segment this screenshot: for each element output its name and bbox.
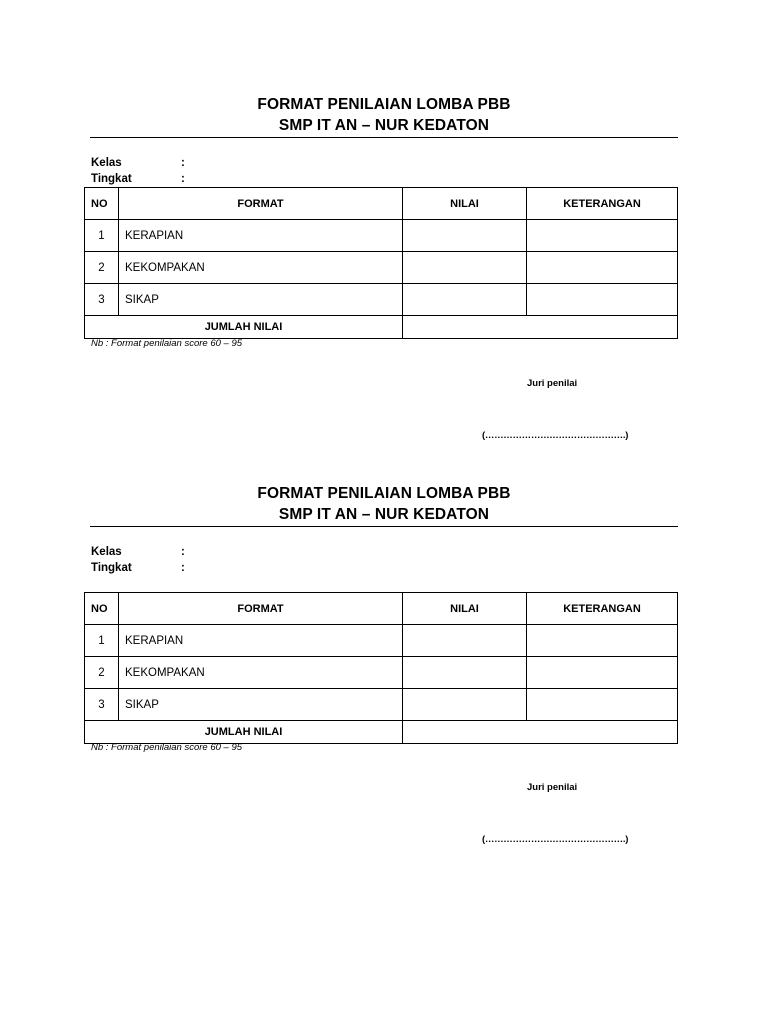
row-keterangan-cell[interactable] bbox=[527, 252, 678, 284]
table-row bbox=[85, 657, 678, 689]
score-table bbox=[84, 592, 678, 744]
form-title-line1: FORMAT PENILAIAN LOMBA PBB bbox=[257, 485, 511, 502]
row-keterangan-cell[interactable] bbox=[527, 657, 678, 689]
row-keterangan-cell[interactable] bbox=[527, 625, 678, 657]
total-value-cell[interactable] bbox=[403, 316, 678, 339]
row-number: 3 bbox=[85, 284, 119, 316]
tingkat-label: Tingkat bbox=[91, 173, 132, 185]
row-format: KEKOMPAKAN bbox=[119, 252, 403, 284]
total-label: JUMLAH NILAI bbox=[85, 721, 403, 744]
kelas-label: Kelas bbox=[91, 546, 122, 558]
table-row bbox=[85, 625, 678, 657]
header-nilai: NILAI bbox=[403, 188, 527, 220]
row-number: 3 bbox=[85, 689, 119, 721]
row-keterangan-cell[interactable] bbox=[527, 689, 678, 721]
assessment-form-2 bbox=[0, 483, 768, 845]
row-format: SIKAP bbox=[119, 284, 403, 316]
row-number: 2 bbox=[85, 657, 119, 689]
table-header-row bbox=[85, 593, 678, 625]
signature-line: (……………………………………….) bbox=[482, 834, 629, 845]
score-table bbox=[84, 187, 678, 339]
header-keterangan: KETERANGAN bbox=[527, 188, 678, 220]
tingkat-colon: : bbox=[181, 173, 185, 185]
row-format: KERAPIAN bbox=[119, 625, 403, 657]
tingkat-row bbox=[91, 171, 185, 187]
header-nilai: NILAI bbox=[403, 593, 527, 625]
row-format: SIKAP bbox=[119, 689, 403, 721]
judge-label: Juri penilai bbox=[527, 782, 578, 793]
score-note: Nb : Format penilaian score 60 – 95 bbox=[91, 742, 243, 753]
header-keterangan: KETERANGAN bbox=[527, 593, 678, 625]
title-underline bbox=[90, 526, 678, 527]
row-nilai-cell[interactable] bbox=[403, 252, 527, 284]
assessment-form-1 bbox=[0, 94, 768, 441]
judge-label: Juri penilai bbox=[527, 378, 578, 389]
row-nilai-cell[interactable] bbox=[403, 284, 527, 316]
row-keterangan-cell[interactable] bbox=[527, 220, 678, 252]
table-row bbox=[85, 252, 678, 284]
total-label: JUMLAH NILAI bbox=[85, 316, 403, 339]
header-no: NO bbox=[85, 593, 119, 625]
kelas-colon: : bbox=[181, 546, 185, 558]
row-nilai-cell[interactable] bbox=[403, 689, 527, 721]
tingkat-row bbox=[91, 560, 185, 576]
table-row bbox=[85, 689, 678, 721]
header-no: NO bbox=[85, 188, 119, 220]
total-row bbox=[85, 721, 678, 744]
kelas-colon: : bbox=[181, 157, 185, 169]
form-title-line2: SMP IT AN – NUR KEDATON bbox=[278, 117, 490, 134]
kelas-label: Kelas bbox=[91, 157, 122, 169]
row-number: 2 bbox=[85, 252, 119, 284]
table-row bbox=[85, 220, 678, 252]
score-note: Nb : Format penilaian score 60 – 95 bbox=[91, 338, 243, 349]
class-info bbox=[91, 544, 185, 576]
tingkat-label: Tingkat bbox=[91, 562, 132, 574]
total-value-cell[interactable] bbox=[403, 721, 678, 744]
form-title-line2: SMP IT AN – NUR KEDATON bbox=[278, 506, 490, 523]
kelas-row bbox=[91, 155, 185, 171]
table-row bbox=[85, 284, 678, 316]
row-format: KERAPIAN bbox=[119, 220, 403, 252]
kelas-row bbox=[91, 544, 185, 560]
row-number: 1 bbox=[85, 625, 119, 657]
row-nilai-cell[interactable] bbox=[403, 220, 527, 252]
row-number: 1 bbox=[85, 220, 119, 252]
row-format: KEKOMPAKAN bbox=[119, 657, 403, 689]
signature-line: (……………………………………….) bbox=[482, 430, 629, 441]
class-info bbox=[91, 155, 185, 187]
row-keterangan-cell[interactable] bbox=[527, 284, 678, 316]
table-header-row bbox=[85, 188, 678, 220]
tingkat-colon: : bbox=[181, 562, 185, 574]
header-format: FORMAT bbox=[119, 593, 403, 625]
row-nilai-cell[interactable] bbox=[403, 657, 527, 689]
title-underline bbox=[90, 137, 678, 138]
form-title-line1: FORMAT PENILAIAN LOMBA PBB bbox=[257, 96, 511, 113]
row-nilai-cell[interactable] bbox=[403, 625, 527, 657]
header-format: FORMAT bbox=[119, 188, 403, 220]
total-row bbox=[85, 316, 678, 339]
